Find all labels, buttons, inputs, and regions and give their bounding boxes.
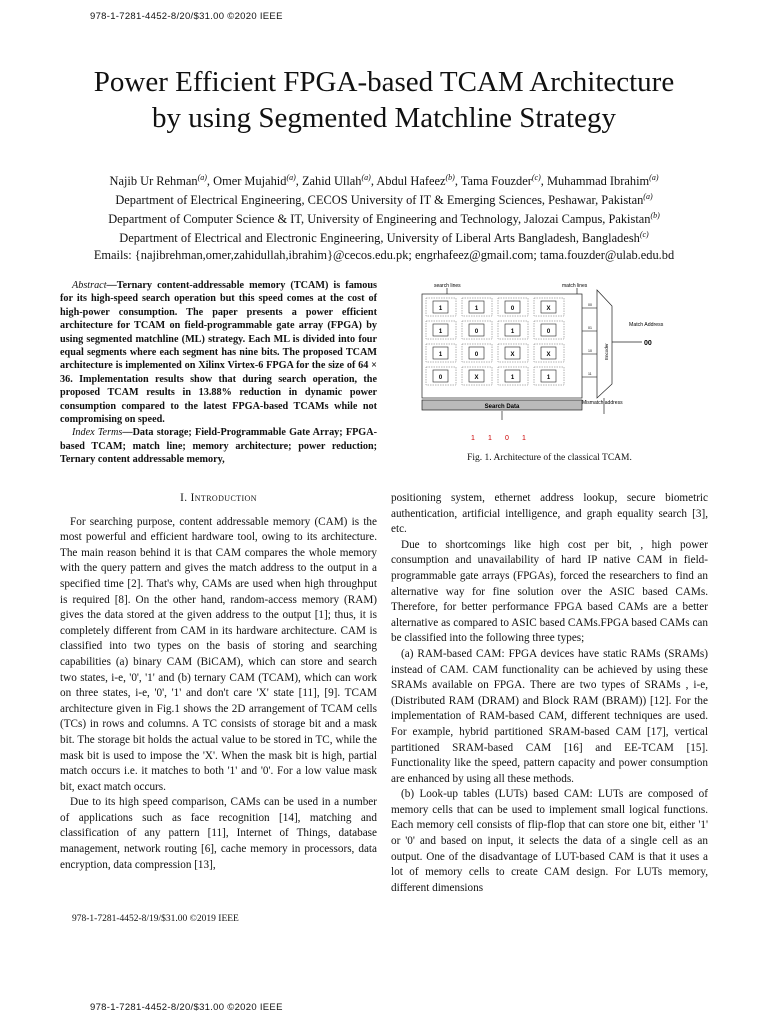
search-lines-label: search lines (434, 283, 461, 289)
tcam-cell-value: X (546, 352, 551, 358)
tcam-cell-value: 1 (510, 329, 515, 335)
author-affil-mark: (a) (197, 173, 207, 182)
tcam-cell-value: 1 (474, 306, 479, 312)
author-sep: , (454, 174, 461, 189)
tcam-cell-value: 0 (510, 306, 515, 312)
author-sep: , (295, 174, 302, 189)
author-affil-mark: (a) (649, 173, 659, 182)
author-sep: , (206, 174, 214, 189)
author-affil-mark: (c) (531, 173, 541, 182)
tcam-cell-value: 1 (546, 375, 551, 381)
affiliation (20, 227, 748, 246)
affiliation-text: Department of Electrical Engineering, CECOS University of IT & Emerging Sciences, Peshawar, Pakistan (115, 193, 644, 208)
header-isbn-top: 978-1-7281-4452-8/20/$31.00 ©2020 IEEE (90, 11, 283, 22)
affiliation-mark: (c) (639, 230, 649, 240)
title-line-2: by using Segmented Matchline Strategy (152, 102, 616, 134)
abstract (60, 279, 377, 426)
figure-caption: Fig. 1. Architecture of the classical TCAM. (467, 453, 632, 463)
author-name: Omer Mujahid (213, 174, 287, 189)
index-terms (60, 426, 377, 466)
tcam-cell-value: 1 (438, 352, 443, 358)
mismatch-label: Mismatch address (582, 400, 623, 406)
author-affil-mark: (a) (286, 173, 296, 182)
paragraph: positioning system, ethernet address lookup, secure biometric authentication, artificial intelligence, and graph equality search [3], etc. (391, 492, 708, 536)
index-terms-label: Index Terms (72, 427, 123, 439)
match-address-label: Match Address (629, 322, 664, 328)
row-address-label: 01 (588, 326, 592, 330)
search-bit: 1 (522, 435, 526, 442)
author-name: Abdul Hafeez (376, 174, 446, 189)
affiliation (20, 208, 748, 227)
right-column (391, 491, 708, 896)
tcam-cell-value: 0 (474, 352, 479, 358)
search-data-label: Search Data (484, 404, 520, 410)
header-isbn-bottom: 978-1-7281-4452-8/20/$31.00 ©2020 IEEE (90, 1002, 283, 1013)
author-block (20, 170, 748, 263)
search-bit: 1 (471, 435, 475, 442)
affiliation-mark: (a) (643, 192, 653, 202)
left-column (60, 491, 377, 873)
author-name: Zahid Ullah (301, 174, 362, 189)
section-number: I. (180, 492, 191, 504)
tcam-cell-value: 0 (546, 329, 551, 335)
tcam-cell-value: 1 (510, 375, 515, 381)
author-sep: , (540, 174, 547, 189)
tcam-cell-value: 1 (438, 329, 443, 335)
title-line-1: Power Efficient FPGA-based TCAM Architecture (93, 66, 675, 98)
tcam-cell-value: X (474, 375, 479, 381)
tcam-cell-value: 0 (438, 375, 443, 381)
paragraph: Due to shortcomings like high cost per bit, , high power consumption and unavailability of hard IP native CAM in field-programmable gate arrays (FPGAs), forced the researchers to find an alternative way for fine solution over the ASIC based CAMs. Therefore, for better performance FPGA based CAMs are a better alternative as compared to ASIC based CAMs.FPGA based CAMs can be classified into the following three types; (391, 538, 708, 645)
search-bit: 1 (488, 435, 492, 442)
author-name: Muhammad Ibrahim (546, 174, 650, 189)
row-address-label: 11 (588, 372, 592, 376)
tcam-cell-value: 0 (474, 329, 479, 335)
paragraph: (b) Look-up tables (LUTs) based CAM: LUTs are composed of memory cells that can be used to implement small logical functions. Each memory cell consists of flip-flop that can store one bit, either '1' or '0' and based on input, it selects the data of a single cell as an output. One of the disadvantage of LUT-based CAM is that it uses a lot of memory cells to create CAM design. For LUTs memory, different dimensions (391, 788, 708, 894)
section-title: Introduction (190, 492, 257, 504)
affiliation-text: Department of Electrical and Electronic Engineering, University of Liberal Arts Bangladesh, Bangladesh (119, 231, 640, 246)
encoder-label: Encoder (604, 343, 609, 360)
index-terms-text: —Data storage; Field-Programmable Gate Array; FPGA-based TCAM; match line; memory architecture; power reduction; Ternary content addressable memory, (60, 427, 377, 466)
affiliation-text: Department of Computer Science & IT, University of Engineering and Technology, Jalozai Campus, Pakistan (108, 212, 651, 227)
match-address-value: 00 (644, 340, 652, 347)
search-bit: 0 (505, 435, 509, 442)
abstract-label: Abstract (72, 280, 107, 291)
paragraph: (a) RAM-based CAM: FPGA devices have static RAMs (SRAMs) instead of CAM. CAM functionality can be achieved by using these SRAMs available on FPGA. There are two types of SRAMs , i-e, (Distributed RAM (DRAM) and Block RAM (BRAM)) [12]. For the implementation of RAM-based CAM, different techniques are used. For example, hybrid partitioned SRAM-based CAM [17], vertical partitioned SRAM-based CAM [16] and EE-TCAM [15]. Functionality like the speed, pattern capacity and power consumption are enhanced by using all these methods. (391, 647, 708, 785)
paper-title (40, 64, 728, 136)
author-name: Tama Fouzder (460, 174, 532, 189)
tcam-architecture-figure (412, 280, 682, 450)
paragraph: Due to its high speed comparison, CAMs can be used in a number of applications such as face recognition [14], matching and classification of any pattern [11], Internet of Things, database management, network routing [6], cache memory in processors, data encryption, data compression [13], (60, 796, 377, 871)
tcam-cell-value: X (546, 306, 551, 312)
tcam-cell-value: X (510, 352, 515, 358)
paragraph: For searching purpose, content addressable memory (CAM) is the most powerful and efficient hardware tool, owing to its architecture. The main reason behind it is that CAM compares the whole memory with the query pattern and gives the match address to the output in a specified time [2]. That's why, CAMs are used when high throughput is required [8]. On the other hand, random-access memory (RAM) gives the data stored at the given address to the output [1]; thus, it is completely different from CAM in its hardware architecture. CAM is classified into two types on the basis of storing and searching capabilities (a) binary CAM (BiCAM), which can store and search two states, i-e, '0', '1' and (b) ternary CAM (TCAM), which can work on three states, i-e, '0', '1' and don't care 'X' state [11], [9]. TCAM architecture given in Fig.1 shows the 2D arrangement of TCAM cells (TCs) in rows and columns. A TC consists of storage bit and a mask bit. The storage bit holds the actual value to be stored in TC, while the mask bit is used to impose the 'X'. When the mask bit is high, partial match occurs i.e. it matches to both '1' and '0'. For a low value mask bit, exact match occurs. (60, 515, 377, 793)
author-affil-mark: (b) (445, 173, 455, 182)
affiliation-mark: (b) (650, 211, 660, 221)
author-list (20, 170, 748, 189)
copyright-notice: 978-1-7281-4452-8/19/$31.00 ©2019 IEEE (72, 914, 239, 924)
row-address-label: 10 (588, 349, 592, 353)
section-heading (60, 491, 377, 507)
author-affil-mark: (a) (361, 173, 371, 182)
row-address-label: 00 (588, 303, 592, 307)
author-sep: , (370, 174, 377, 189)
abstract-block (60, 279, 377, 467)
affiliation (20, 189, 748, 208)
tcam-cell-value: 1 (438, 306, 443, 312)
email-line: Emails: {najibrehman,omer,zahidullah,ibrahim}@cecos.edu.pk; engrhafeez@gmail.com; tama.fouzder@ulab.edu.bd (93, 247, 675, 262)
author-name: Najib Ur Rehman (109, 174, 198, 189)
abstract-text: —Ternary content-addressable memory (TCAM) is famous for its high-speed search operation but this speed comes at the cost of high-power consumption. The paper presents a power efficient architecture for TCAM on field-programmable gate array (FPGA) by using segmented matchline (ML) strategy. Each ML is divided into four equal segments where each segment has nine bits. The proposed TCAM architecture is implemented on Xilinx Virtex-6 FPGA for the size of 64 × 36. Implementation results show that during search operation, the proposed TCAM results in 13.88% reduction in dynamic power consumption compared to the latest FPGA-based TCAMs while not compromising on speed. (60, 280, 377, 426)
match-lines-label: match lines (562, 283, 588, 289)
